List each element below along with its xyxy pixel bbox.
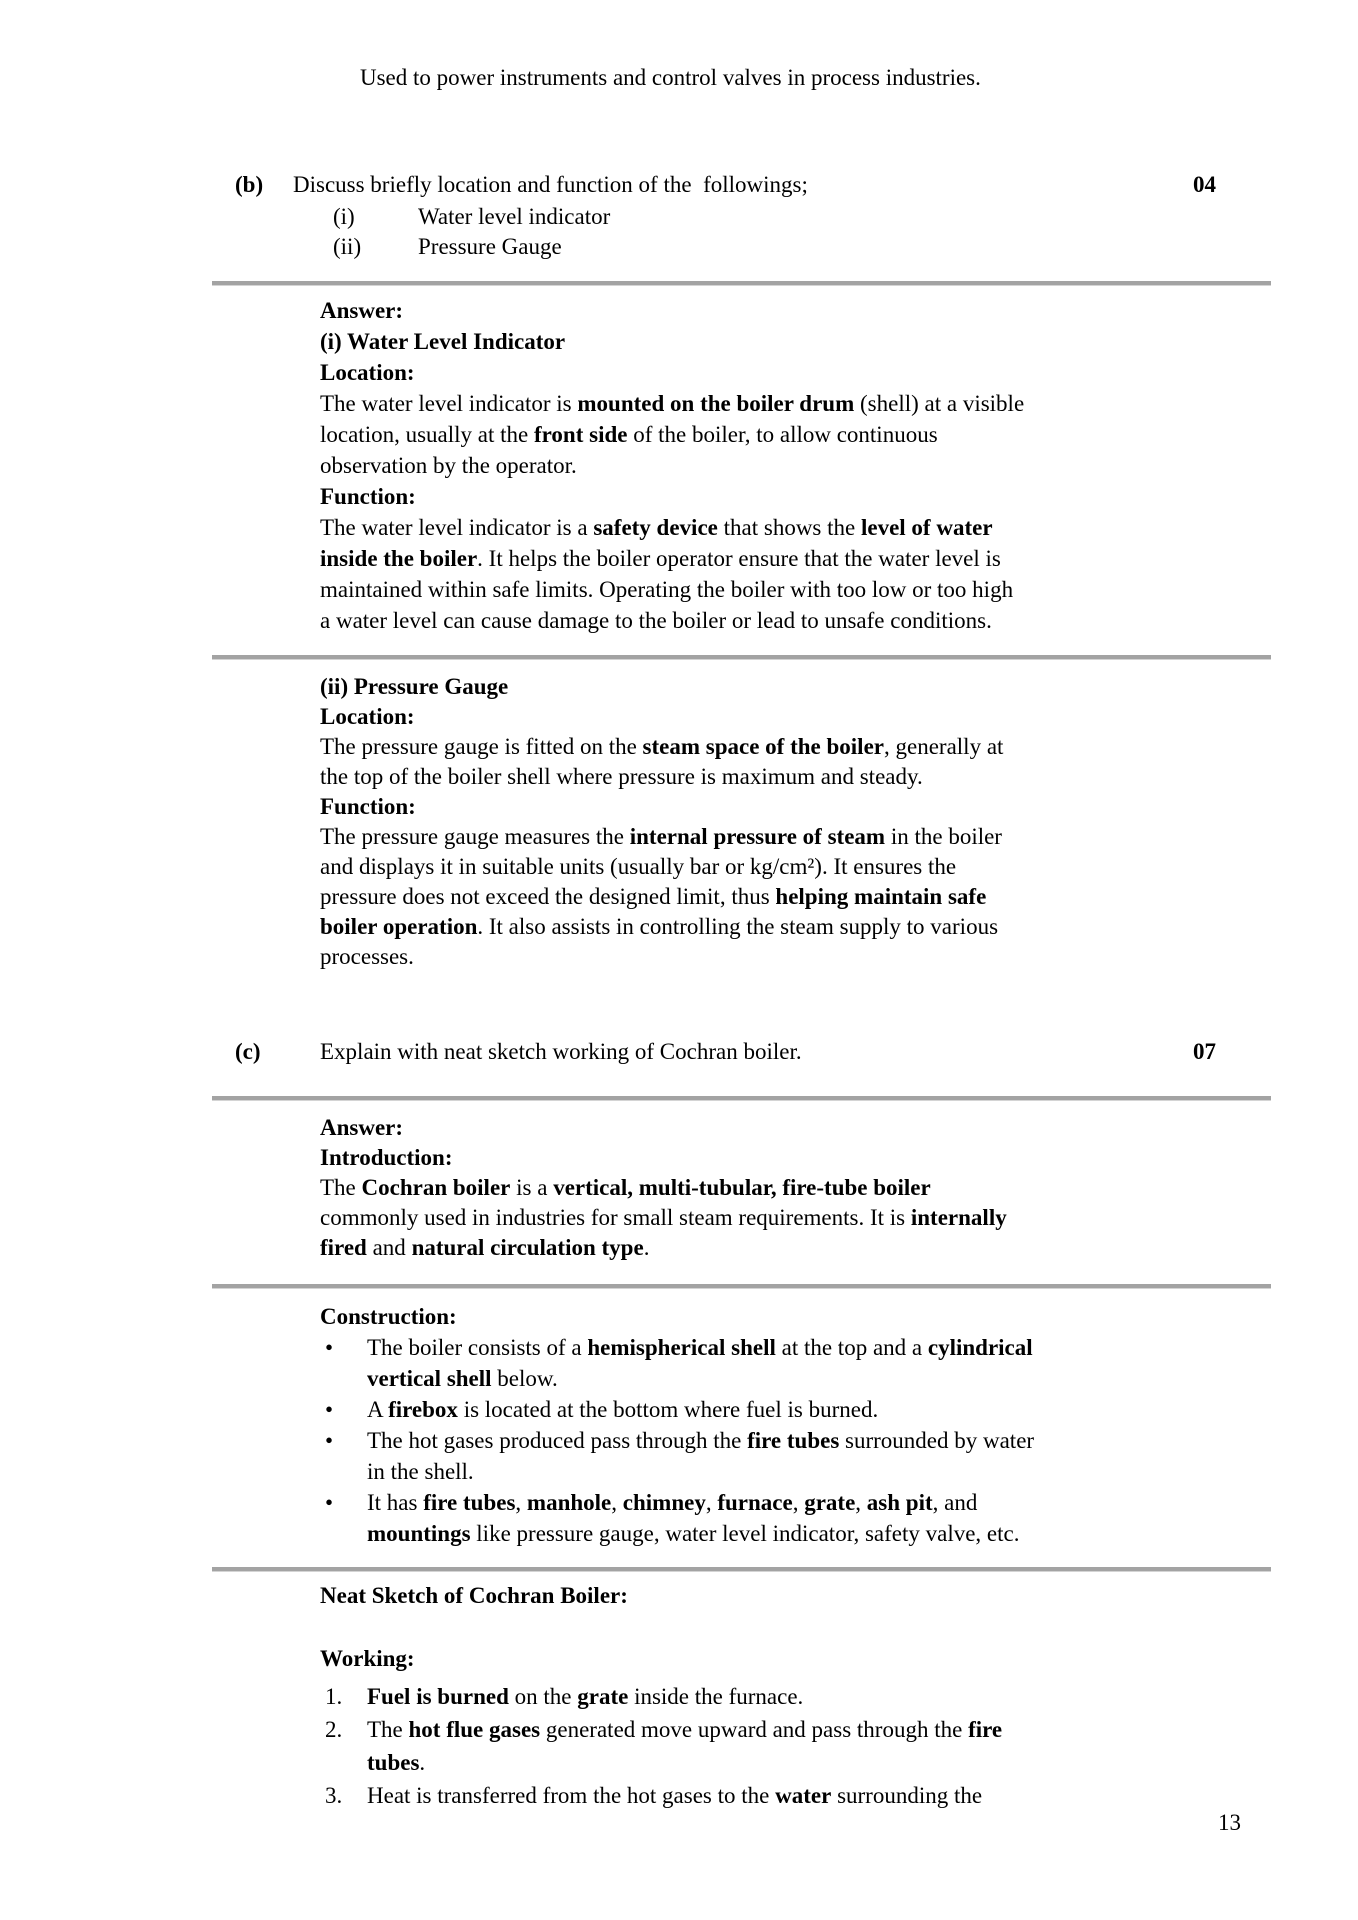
- text-line: [320, 295, 1024, 326]
- list-marker: 3.: [325, 1783, 343, 1808]
- bold-text-run: boiler operation: [320, 914, 478, 939]
- bold-text-run: Fuel is burned: [367, 1684, 509, 1709]
- section-divider: [212, 1567, 1271, 1572]
- text-run: (shell) at a visible: [854, 391, 1025, 416]
- bold-text-run: Answer:: [320, 298, 404, 323]
- answer-c-intro-block: [320, 1113, 1007, 1263]
- text-line: [320, 1394, 1034, 1425]
- text-line: [320, 1173, 1007, 1203]
- bold-text-run: Cochran boiler: [361, 1175, 511, 1200]
- text-line: [320, 481, 1024, 512]
- bold-text-run: hemispherical shell: [587, 1335, 776, 1360]
- text-line: [320, 1233, 1007, 1263]
- bold-text-run: manhole: [526, 1490, 612, 1515]
- text-line: [320, 1113, 1007, 1143]
- text-line: [320, 912, 1003, 942]
- text-line: [320, 1332, 1034, 1363]
- text-run: below.: [491, 1366, 558, 1391]
- text-line: [320, 852, 1003, 882]
- bold-text-run: Answer:: [320, 1115, 404, 1140]
- text-line: [320, 1746, 1002, 1779]
- bold-text-run: Function:: [320, 484, 416, 509]
- text-run: ,: [705, 1490, 718, 1515]
- list-marker: •: [325, 1490, 334, 1515]
- text-line: [320, 1425, 1034, 1456]
- section-divider: [212, 655, 1271, 660]
- text-line: [320, 326, 1024, 357]
- text-line: [320, 792, 1003, 822]
- question-b-label: (b): [235, 172, 264, 197]
- bold-text-run: water: [775, 1783, 832, 1808]
- intro-line: Used to power instruments and control valves in process industries.: [360, 65, 981, 90]
- text-line: [320, 1487, 1034, 1518]
- bold-text-run: helping maintain safe: [775, 884, 987, 909]
- question-b-text: Discuss briefly location and function of the followings;: [293, 172, 808, 197]
- text-run: that shows the: [717, 515, 861, 540]
- bold-text-run: cylindrical: [927, 1335, 1033, 1360]
- text-line: [320, 605, 1024, 636]
- text-line: [320, 762, 1003, 792]
- text-run: . It also assists in controlling the steam supply to various: [477, 914, 999, 939]
- text-run: observation by the operator.: [320, 453, 577, 478]
- bold-text-run: fired: [320, 1235, 367, 1260]
- bold-text-run: steam space of the boiler: [642, 734, 884, 759]
- text-run: The: [367, 1717, 409, 1742]
- list-marker: •: [325, 1335, 334, 1360]
- text-run: surrounding the: [831, 1783, 983, 1808]
- text-line: [320, 1779, 1002, 1812]
- text-run: is located at the bottom where fuel is burned.: [457, 1397, 879, 1422]
- text-run: , and: [932, 1490, 978, 1515]
- bold-text-run: chimney: [622, 1490, 706, 1515]
- question-c-marks: 07: [1193, 1039, 1216, 1064]
- bold-text-run: fire: [968, 1717, 1003, 1742]
- bold-text-run: hot flue gases: [408, 1717, 541, 1742]
- bold-text-run: mountings: [367, 1521, 471, 1546]
- text-run: ,: [515, 1490, 527, 1515]
- text-run: ,: [611, 1490, 623, 1515]
- bold-text-run: fire tubes: [423, 1490, 516, 1515]
- text-run: The: [320, 1175, 362, 1200]
- bold-text-run: safety device: [593, 515, 718, 540]
- bold-text-run: level of water: [860, 515, 993, 540]
- text-line: [320, 1713, 1002, 1746]
- text-line: [320, 882, 1003, 912]
- text-run: and: [366, 1235, 412, 1260]
- list-marker: 1.: [325, 1684, 343, 1709]
- text-run: The pressure gauge measures the: [320, 824, 630, 849]
- bold-text-run: (ii) Pressure Gauge: [320, 674, 509, 699]
- bold-text-run: front side: [533, 422, 628, 447]
- text-run: The water level indicator is a: [320, 515, 594, 540]
- text-run: and displays it in suitable units (usually bar or kg/cm²). It ensures the: [320, 854, 957, 879]
- text-line: [320, 512, 1024, 543]
- text-run: on the: [508, 1684, 578, 1709]
- bold-text-run: Introduction:: [320, 1145, 453, 1170]
- question-b-marks: 04: [1193, 172, 1216, 197]
- section-divider: [212, 1096, 1271, 1101]
- text-run: like pressure gauge, water level indicator, safety valve, etc.: [470, 1521, 1020, 1546]
- bold-text-run: grate: [804, 1490, 856, 1515]
- text-line: [320, 388, 1024, 419]
- text-line: [320, 1203, 1007, 1233]
- text-line: [320, 574, 1024, 605]
- section-divider: [212, 281, 1271, 286]
- text-run: The water level indicator is: [320, 391, 578, 416]
- text-run: surrounded by water: [839, 1428, 1035, 1453]
- text-run: .: [643, 1235, 650, 1260]
- text-line: [320, 822, 1003, 852]
- text-run: a water level can cause damage to the boiler or lead to unsafe conditions.: [320, 608, 992, 633]
- text-run: It has: [367, 1490, 424, 1515]
- bold-text-run: grate: [577, 1684, 629, 1709]
- text-run: is a: [510, 1175, 554, 1200]
- text-run: ,: [855, 1490, 867, 1515]
- text-run: The pressure gauge is fitted on the: [320, 734, 643, 759]
- section-divider: [212, 1284, 1271, 1289]
- bold-text-run: mounted on the boiler drum: [577, 391, 855, 416]
- bold-text-run: Function:: [320, 794, 416, 819]
- answer-b-ii-block: [320, 672, 1003, 972]
- question-c-text: Explain with neat sketch working of Cochran boiler.: [320, 1039, 802, 1064]
- bold-text-run: tubes: [367, 1750, 420, 1775]
- text-line: [320, 942, 1003, 972]
- question-c-label: (c): [235, 1039, 261, 1064]
- neat-sketch-heading: Neat Sketch of Cochran Boiler:: [320, 1583, 628, 1608]
- text-run: in the shell.: [367, 1459, 474, 1484]
- text-run: location, usually at the: [320, 422, 534, 447]
- bold-text-run: furnace: [717, 1490, 793, 1515]
- text-line: [320, 357, 1024, 388]
- text-line: [320, 672, 1003, 702]
- text-run: at the top and a: [775, 1335, 928, 1360]
- bold-text-run: ash pit: [866, 1490, 933, 1515]
- subitem-i-label: (i): [333, 204, 355, 229]
- text-run: the top of the boiler shell where pressure is maximum and steady.: [320, 764, 923, 789]
- text-run: A: [367, 1397, 389, 1422]
- text-run: generated move upward and pass through the: [540, 1717, 969, 1742]
- construction-block: [320, 1301, 1034, 1549]
- working-block: [320, 1680, 1002, 1812]
- text-run: The boiler consists of a: [367, 1335, 588, 1360]
- text-line: [320, 1301, 1034, 1332]
- bold-text-run: vertical, multi-tubular, fire-tube boiler: [553, 1175, 931, 1200]
- text-line: [320, 1143, 1007, 1173]
- bold-text-run: internal pressure of steam: [629, 824, 886, 849]
- text-run: inside the furnace.: [628, 1684, 804, 1709]
- list-marker: 2.: [325, 1717, 343, 1742]
- text-run: processes.: [320, 944, 414, 969]
- text-line: [320, 732, 1003, 762]
- text-run: in the boiler: [885, 824, 1002, 849]
- bold-text-run: inside the boiler: [320, 546, 478, 571]
- bold-text-run: natural circulation type: [411, 1235, 644, 1260]
- bold-text-run: vertical shell: [367, 1366, 492, 1391]
- subitem-ii-text: Pressure Gauge: [418, 234, 562, 259]
- bold-text-run: internally: [910, 1205, 1007, 1230]
- list-marker: •: [325, 1397, 334, 1422]
- bold-text-run: (i) Water Level Indicator: [320, 329, 566, 354]
- bold-text-run: Location:: [320, 360, 415, 385]
- text-line: [320, 1518, 1034, 1549]
- text-run: .: [419, 1750, 426, 1775]
- bold-text-run: Construction:: [320, 1304, 457, 1329]
- bold-text-run: firebox: [388, 1397, 458, 1422]
- working-heading: Working:: [320, 1646, 415, 1671]
- text-run: commonly used in industries for small steam requirements. It is: [320, 1205, 911, 1230]
- list-marker: •: [325, 1428, 334, 1453]
- text-run: The hot gases produced pass through the: [367, 1428, 748, 1453]
- text-line: [320, 1363, 1034, 1394]
- text-run: , generally at: [884, 734, 1004, 759]
- subitem-ii-label: (ii): [333, 234, 362, 259]
- text-run: ,: [792, 1490, 805, 1515]
- text-line: [320, 1680, 1002, 1713]
- subitem-i-text: Water level indicator: [418, 204, 611, 229]
- text-line: [320, 702, 1003, 732]
- bold-text-run: Location:: [320, 704, 415, 729]
- text-run: maintained within safe limits. Operating the boiler with too low or too high: [320, 577, 1014, 602]
- text-line: [320, 450, 1024, 481]
- text-line: [320, 1456, 1034, 1487]
- answer-b-i-block: [320, 295, 1024, 636]
- bold-text-run: fire tubes: [747, 1428, 840, 1453]
- text-run: Heat is transferred from the hot gases to the: [367, 1783, 776, 1808]
- text-line: [320, 543, 1024, 574]
- page-number: 13: [1218, 1810, 1241, 1835]
- text-run: . It helps the boiler operator ensure that the water level is: [477, 546, 1001, 571]
- text-line: [320, 419, 1024, 450]
- text-run: of the boiler, to allow continuous: [627, 422, 938, 447]
- text-run: pressure does not exceed the designed limit, thus: [320, 884, 776, 909]
